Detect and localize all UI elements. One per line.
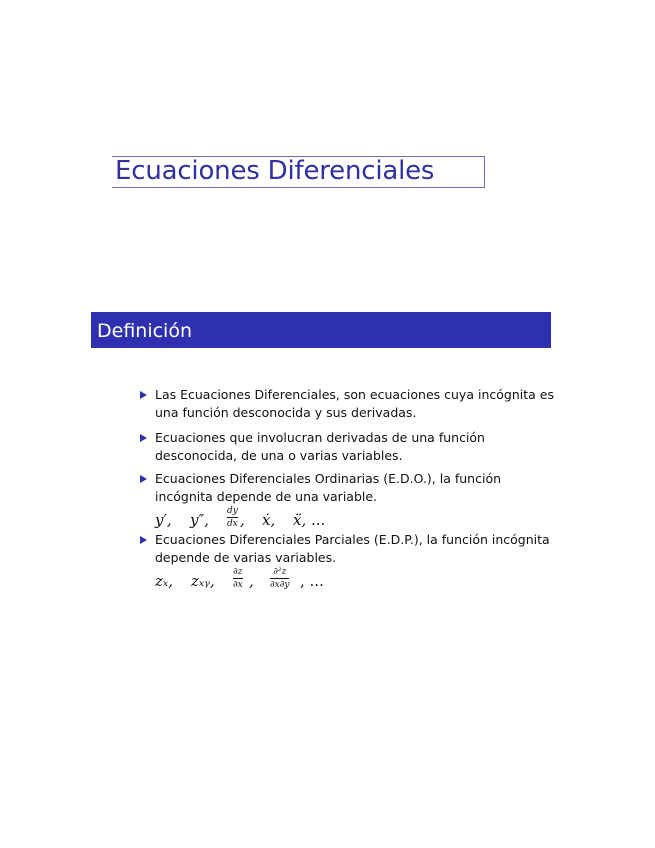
math-frac-comma: , (240, 511, 245, 529)
definition-header: Definición (97, 320, 192, 342)
math-partial2-z-xy (270, 567, 289, 590)
frac-numerator: dy (227, 506, 238, 516)
bullet-text-2: Ecuaciones que involucran derivadas de una función desconocida, de una o varias variables. (155, 430, 485, 463)
triangle-bullet-icon (140, 434, 147, 442)
triangle-bullet-icon (140, 475, 147, 483)
bullet-text-3: Ecuaciones Diferenciales Ordinarias (E.D.O.), la función incógnita depende de una variable. (155, 471, 502, 504)
frac-bar (233, 578, 243, 579)
frac-bar (227, 517, 238, 518)
math-z-x: zₓ, (155, 572, 173, 590)
frac-numerator: ∂²z (273, 567, 287, 577)
title-frame (112, 156, 485, 188)
math-z-xy: zₓᵧ, (191, 572, 215, 590)
frac-denominator: dx (227, 519, 238, 529)
bullet-text-4: Ecuaciones Diferenciales Parciales (E.D.P.), la función incógnita depende de varias variables. (155, 532, 550, 565)
math-y-double-prime: y″, (190, 511, 209, 529)
page-title: Ecuaciones Diferenciales (115, 156, 435, 186)
frac-denominator: ∂x (233, 580, 243, 590)
triangle-bullet-icon (140, 536, 147, 544)
math-partial-z-x (233, 567, 243, 590)
definition-header-bar (91, 312, 551, 348)
triangle-bullet-icon (140, 391, 147, 399)
math-frac2-tail: , ... (300, 572, 324, 590)
frac-bar (270, 578, 289, 579)
math-y-prime: y′, (155, 511, 172, 529)
frac-numerator: ∂z (233, 567, 243, 577)
math-x-ddot: ẍ, ... (293, 511, 326, 529)
bullet-text-1: Las Ecuaciones Diferenciales, son ecuaciones cuya incógnita es una función desconocida y sus derivadas. (155, 387, 554, 420)
frac-denominator: ∂x∂y (270, 580, 290, 590)
math-x-dot: ẋ, (262, 511, 276, 529)
math-dy-dx (227, 506, 238, 529)
math-frac1-comma: , (249, 572, 254, 590)
